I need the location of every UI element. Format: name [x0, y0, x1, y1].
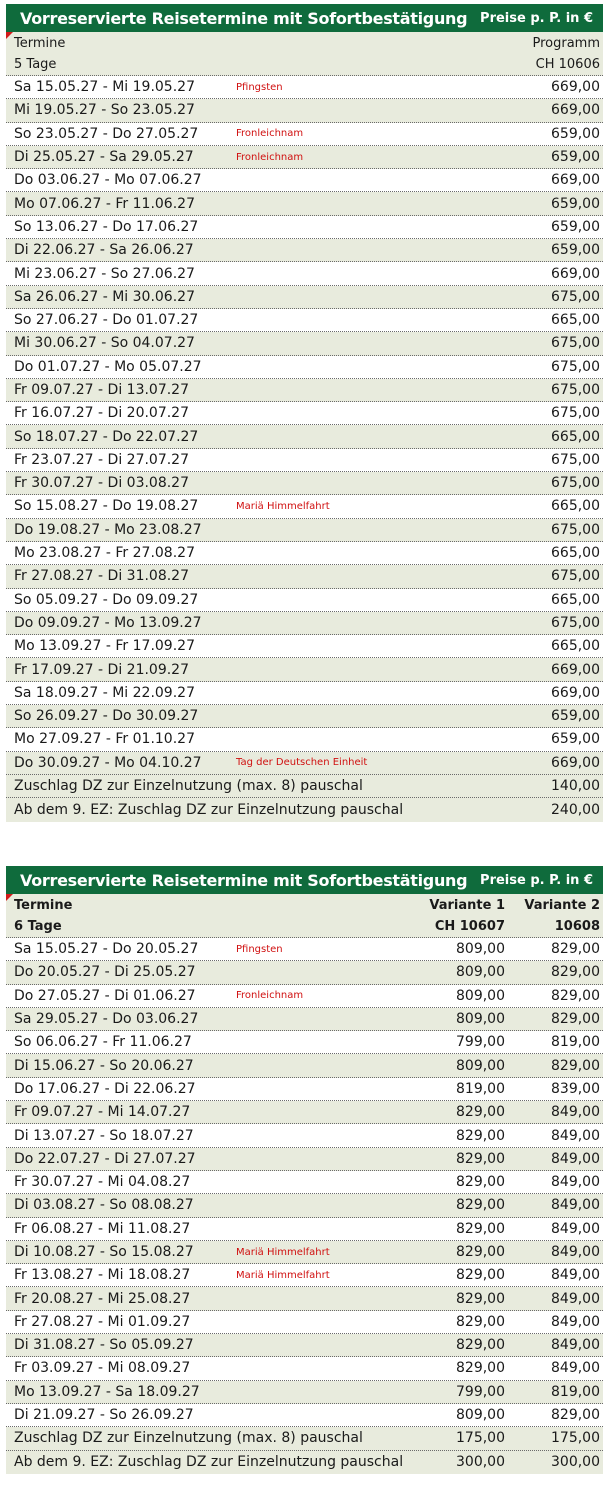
price-value: 675,00	[551, 382, 600, 398]
table-row	[6, 216, 603, 239]
header-row	[6, 894, 603, 916]
surcharge-label: Ab dem 9. EZ: Zuschlag DZ zur Einzelnutzung pauschal	[14, 1454, 404, 1471]
date-range: So 26.09.27 - Do 30.09.27	[14, 708, 199, 725]
duration-label: 5 Tage	[14, 57, 57, 72]
date-range: So 18.07.27 - Do 22.07.27	[14, 428, 199, 445]
table-row	[6, 1194, 603, 1217]
table-row	[6, 1241, 603, 1264]
date-range: Do 17.06.27 - Di 22.06.27	[14, 1080, 196, 1097]
date-range: Mo 23.08.27 - Fr 27.08.27	[14, 545, 195, 562]
price-variante-1: 829,00	[456, 1337, 505, 1354]
table-row	[6, 542, 603, 565]
price-value: 675,00	[551, 335, 600, 352]
price-value: 665,00	[551, 591, 600, 608]
price-variante-2: 849,00	[551, 1337, 600, 1354]
price-variante-1: 799,00	[456, 1034, 505, 1051]
holiday-note: Pfingsten	[236, 81, 283, 93]
holiday-note: Pfingsten	[236, 943, 283, 955]
price-value: 669,00	[551, 172, 600, 189]
price-variante-1: 809,00	[456, 1407, 505, 1424]
date-range: Fr 30.07.27 - Di 03.08.27	[14, 475, 189, 492]
holiday-note: Mariä Himmelfahrt	[236, 500, 330, 512]
price-value: 675,00	[551, 451, 600, 468]
table-row	[6, 356, 603, 379]
column-headers	[6, 32, 603, 76]
price-value: 665,00	[551, 312, 600, 329]
price-variante-1: 809,00	[456, 1011, 505, 1028]
price-variante-2: 829,00	[551, 987, 600, 1004]
price-variante-2: 829,00	[551, 1407, 600, 1424]
price-variante-1: 799,00	[456, 1383, 505, 1400]
date-range: Mo 13.09.27 - Fr 17.09.27	[14, 638, 195, 655]
price-table-6-days	[6, 866, 603, 1474]
price-value: 659,00	[551, 708, 600, 725]
table-row	[6, 76, 603, 99]
date-range: Di 31.08.27 - So 05.09.27	[14, 1337, 194, 1354]
price-table-5-days	[6, 4, 603, 822]
price-value: 675,00	[551, 358, 600, 375]
col-programm: Programm	[532, 35, 600, 51]
date-range: Mo 13.09.27 - Sa 18.09.27	[14, 1383, 200, 1400]
table-row	[6, 1381, 603, 1404]
date-range: Mo 07.06.27 - Fr 11.06.27	[14, 195, 195, 212]
price-variante-1: 829,00	[456, 1174, 505, 1191]
price-variante-2: 849,00	[551, 1197, 600, 1214]
table-row	[6, 1357, 603, 1380]
surcharge-rows	[6, 775, 603, 822]
header-row	[6, 32, 603, 54]
col-termine: Termine	[14, 897, 73, 913]
date-rows	[6, 938, 603, 1427]
table-row	[6, 1404, 603, 1427]
price-variante-2: 849,00	[551, 1267, 600, 1284]
table-row	[6, 705, 603, 728]
date-range: Fr 27.08.27 - Mi 01.09.27	[14, 1313, 191, 1330]
surcharge-row	[6, 1427, 603, 1450]
table-row	[6, 1264, 603, 1287]
price-value: 675,00	[551, 288, 600, 305]
table-row	[6, 1031, 603, 1054]
table-row	[6, 1148, 603, 1171]
table-row	[6, 1124, 603, 1147]
price-variante-2: 849,00	[551, 1220, 600, 1237]
date-range: Fr 09.07.27 - Mi 14.07.27	[14, 1104, 191, 1121]
price-variante-1: 809,00	[456, 987, 505, 1004]
price-variante-1: 829,00	[456, 1360, 505, 1377]
date-range: Mi 23.06.27 - So 27.06.27	[14, 265, 195, 282]
table-row	[6, 1311, 603, 1334]
table-title: Vorreservierte Reisetermine mit Sofortbestätigung	[20, 8, 468, 28]
duration-label: 6 Tage	[14, 919, 62, 934]
code-variante-1: CH 10607	[434, 919, 505, 934]
table-header-bar	[6, 4, 603, 32]
code-variante-2: 10608	[554, 919, 600, 934]
price-variante-2: 849,00	[551, 1244, 600, 1260]
holiday-note: Fronleichnam	[236, 151, 304, 163]
date-range: Fr 20.08.27 - Mi 25.08.27	[14, 1290, 191, 1307]
surcharge-price: 140,00	[551, 778, 600, 795]
price-variante-2: 829,00	[551, 964, 600, 981]
table-row	[6, 1171, 603, 1194]
table-row	[6, 123, 603, 146]
table-row	[6, 449, 603, 472]
table-row	[6, 985, 603, 1008]
table-row	[6, 1218, 603, 1241]
date-range: Fr 13.08.27 - Mi 18.08.27	[14, 1267, 191, 1284]
table-row	[6, 1101, 603, 1124]
price-value: 675,00	[551, 614, 600, 631]
date-range: So 27.06.27 - Do 01.07.27	[14, 312, 199, 329]
surcharge-label: Zuschlag DZ zur Einzelnutzung (max. 8) pauschal	[14, 1430, 363, 1447]
table-row	[6, 379, 603, 402]
date-range: Sa 18.09.27 - Mi 22.09.27	[14, 684, 195, 701]
table-row	[6, 1078, 603, 1101]
table-row	[6, 286, 603, 309]
table-row	[6, 332, 603, 355]
date-range: Di 21.09.27 - So 26.09.27	[14, 1407, 194, 1424]
price-variante-2: 829,00	[551, 1011, 600, 1028]
price-value: 669,00	[551, 102, 600, 119]
date-range: Do 27.05.27 - Di 01.06.27	[14, 987, 196, 1004]
surcharge-label: Zuschlag DZ zur Einzelnutzung (max. 8) pauschal	[14, 778, 363, 795]
date-range: Di 25.05.27 - Sa 29.05.27	[14, 149, 194, 166]
table-row	[6, 1334, 603, 1357]
price-value: 665,00	[551, 638, 600, 655]
surcharge-price-variante-1: 300,00	[456, 1454, 505, 1471]
price-value: 675,00	[551, 475, 600, 492]
table-row	[6, 658, 603, 681]
date-range: So 13.06.27 - Do 17.06.27	[14, 218, 199, 235]
price-variante-2: 849,00	[551, 1290, 600, 1307]
date-range: Fr 03.09.27 - Mi 08.09.27	[14, 1360, 191, 1377]
date-range: Sa 26.06.27 - Mi 30.06.27	[14, 288, 195, 305]
table-row	[6, 565, 603, 588]
date-range: Do 01.07.27 - Mo 05.07.27	[14, 358, 202, 375]
date-range: Mo 27.09.27 - Fr 01.10.27	[14, 731, 195, 748]
price-variante-2: 849,00	[551, 1174, 600, 1191]
price-value: 659,00	[551, 242, 600, 259]
holiday-note: Fronleichnam	[236, 128, 304, 140]
table-row	[6, 752, 603, 775]
table-row	[6, 589, 603, 612]
table-row	[6, 612, 603, 635]
table-title: Vorreservierte Reisetermine mit Sofortbestätigung	[20, 870, 468, 890]
holiday-note: Mariä Himmelfahrt	[236, 1246, 330, 1258]
price-value: 669,00	[551, 754, 600, 771]
price-variante-1: 829,00	[456, 1313, 505, 1330]
table-row	[6, 1054, 603, 1077]
surcharge-row	[6, 798, 603, 821]
corner-triangle-icon	[6, 32, 13, 39]
price-variante-1: 829,00	[456, 1267, 505, 1284]
date-range: So 15.08.27 - Do 19.08.27	[14, 498, 199, 515]
table-row	[6, 425, 603, 448]
surcharge-row	[6, 1451, 603, 1474]
price-value: 665,00	[551, 428, 600, 445]
price-variante-1: 829,00	[456, 1104, 505, 1121]
table-row	[6, 146, 603, 169]
date-range: So 06.06.27 - Fr 11.06.27	[14, 1034, 192, 1051]
date-rows	[6, 76, 603, 775]
date-range: Do 20.05.27 - Di 25.05.27	[14, 964, 196, 981]
date-range: Fr 17.09.27 - Di 21.09.27	[14, 661, 189, 678]
holiday-note: Mariä Himmelfahrt	[236, 1269, 330, 1281]
date-range: Sa 29.05.27 - Do 03.06.27	[14, 1011, 199, 1028]
table-row	[6, 682, 603, 705]
price-value: 659,00	[551, 218, 600, 235]
table-row	[6, 1287, 603, 1310]
price-variante-1: 829,00	[456, 1290, 505, 1307]
table-row	[6, 262, 603, 285]
date-range: Sa 15.05.27 - Mi 19.05.27	[14, 79, 195, 96]
price-variante-2: 849,00	[551, 1360, 600, 1377]
price-value: 659,00	[551, 149, 600, 166]
date-range: Fr 23.07.27 - Di 27.07.27	[14, 451, 189, 468]
date-range: Do 30.09.27 - Mo 04.10.27	[14, 754, 202, 771]
price-variante-2: 839,00	[551, 1080, 600, 1097]
table-row	[6, 728, 603, 751]
subheader-row	[6, 54, 603, 76]
price-variante-2: 819,00	[551, 1034, 600, 1051]
price-variante-1: 829,00	[456, 1220, 505, 1237]
price-note: Preise p. P. in €	[480, 10, 593, 26]
price-value: 675,00	[551, 405, 600, 422]
table-row	[6, 192, 603, 215]
table-row	[6, 1008, 603, 1031]
surcharge-price-variante-1: 175,00	[456, 1430, 505, 1447]
price-value: 669,00	[551, 661, 600, 678]
date-range: Do 09.09.27 - Mo 13.09.27	[14, 614, 202, 631]
corner-triangle-icon	[6, 894, 13, 901]
price-variante-1: 829,00	[456, 1244, 505, 1260]
date-range: Fr 06.08.27 - Mi 11.08.27	[14, 1220, 191, 1237]
price-variante-2: 829,00	[551, 941, 600, 958]
table-row	[6, 495, 603, 518]
date-range: Di 13.07.27 - So 18.07.27	[14, 1127, 194, 1144]
date-range: Do 03.06.27 - Mo 07.06.27	[14, 172, 202, 189]
date-range: So 05.09.27 - Do 09.09.27	[14, 591, 199, 608]
date-range: Di 10.08.27 - So 15.08.27	[14, 1244, 194, 1260]
table-row	[6, 472, 603, 495]
date-range: Do 19.08.27 - Mo 23.08.27	[14, 521, 202, 538]
column-headers	[6, 894, 603, 938]
price-value: 659,00	[551, 195, 600, 212]
table-row	[6, 402, 603, 425]
surcharge-price-variante-2: 175,00	[551, 1430, 600, 1447]
price-value: 669,00	[551, 684, 600, 701]
surcharge-rows	[6, 1427, 603, 1474]
program-code: CH 10606	[535, 57, 600, 72]
surcharge-row	[6, 775, 603, 798]
table-row	[6, 938, 603, 961]
price-variante-1: 809,00	[456, 964, 505, 981]
table-row	[6, 961, 603, 984]
price-variante-2: 849,00	[551, 1104, 600, 1121]
date-range: Mi 19.05.27 - So 23.05.27	[14, 102, 195, 119]
date-range: So 23.05.27 - Do 27.05.27	[14, 125, 199, 142]
price-variante-1: 819,00	[456, 1080, 505, 1097]
surcharge-price-variante-2: 300,00	[551, 1454, 600, 1471]
price-variante-1: 809,00	[456, 941, 505, 958]
price-value: 665,00	[551, 498, 600, 515]
date-range: Mi 30.06.27 - So 04.07.27	[14, 335, 195, 352]
table-row	[6, 239, 603, 262]
date-range: Di 22.06.27 - Sa 26.06.27	[14, 242, 194, 259]
price-variante-2: 819,00	[551, 1383, 600, 1400]
subheader-row	[6, 916, 603, 938]
surcharge-label: Ab dem 9. EZ: Zuschlag DZ zur Einzelnutzung pauschal	[14, 801, 404, 818]
date-range: Do 22.07.27 - Di 27.07.27	[14, 1150, 196, 1167]
date-range: Di 15.06.27 - So 20.06.27	[14, 1057, 194, 1074]
price-variante-1: 829,00	[456, 1127, 505, 1144]
price-variante-1: 829,00	[456, 1150, 505, 1167]
price-value: 669,00	[551, 265, 600, 282]
date-range: Fr 09.07.27 - Di 13.07.27	[14, 382, 189, 398]
col-variante-1: Variante 1	[429, 897, 505, 913]
date-range: Fr 27.08.27 - Di 31.08.27	[14, 568, 189, 585]
price-value: 669,00	[551, 79, 600, 96]
price-variante-2: 849,00	[551, 1313, 600, 1330]
price-variante-1: 809,00	[456, 1057, 505, 1074]
price-variante-2: 849,00	[551, 1150, 600, 1167]
date-range: Fr 16.07.27 - Di 20.07.27	[14, 405, 189, 422]
table-row	[6, 99, 603, 122]
price-note: Preise p. P. in €	[480, 872, 593, 888]
table-row	[6, 309, 603, 332]
price-value: 665,00	[551, 545, 600, 562]
date-range: Fr 30.07.27 - Mi 04.08.27	[14, 1174, 191, 1191]
price-variante-2: 849,00	[551, 1127, 600, 1144]
table-row	[6, 519, 603, 542]
table-header-bar	[6, 866, 603, 894]
price-value: 675,00	[551, 568, 600, 585]
date-range: Sa 15.05.27 - Do 20.05.27	[14, 941, 199, 958]
col-termine: Termine	[14, 35, 66, 51]
holiday-note: Fronleichnam	[236, 990, 304, 1002]
col-variante-2: Variante 2	[524, 897, 600, 913]
price-value: 659,00	[551, 731, 600, 748]
surcharge-price: 240,00	[551, 801, 600, 818]
price-value: 659,00	[551, 125, 600, 142]
table-row	[6, 169, 603, 192]
date-range: Di 03.08.27 - So 08.08.27	[14, 1197, 194, 1214]
table-row	[6, 635, 603, 658]
price-variante-1: 829,00	[456, 1197, 505, 1214]
holiday-note: Tag der Deutschen Einheit	[236, 757, 368, 769]
price-variante-2: 829,00	[551, 1057, 600, 1074]
price-value: 675,00	[551, 521, 600, 538]
